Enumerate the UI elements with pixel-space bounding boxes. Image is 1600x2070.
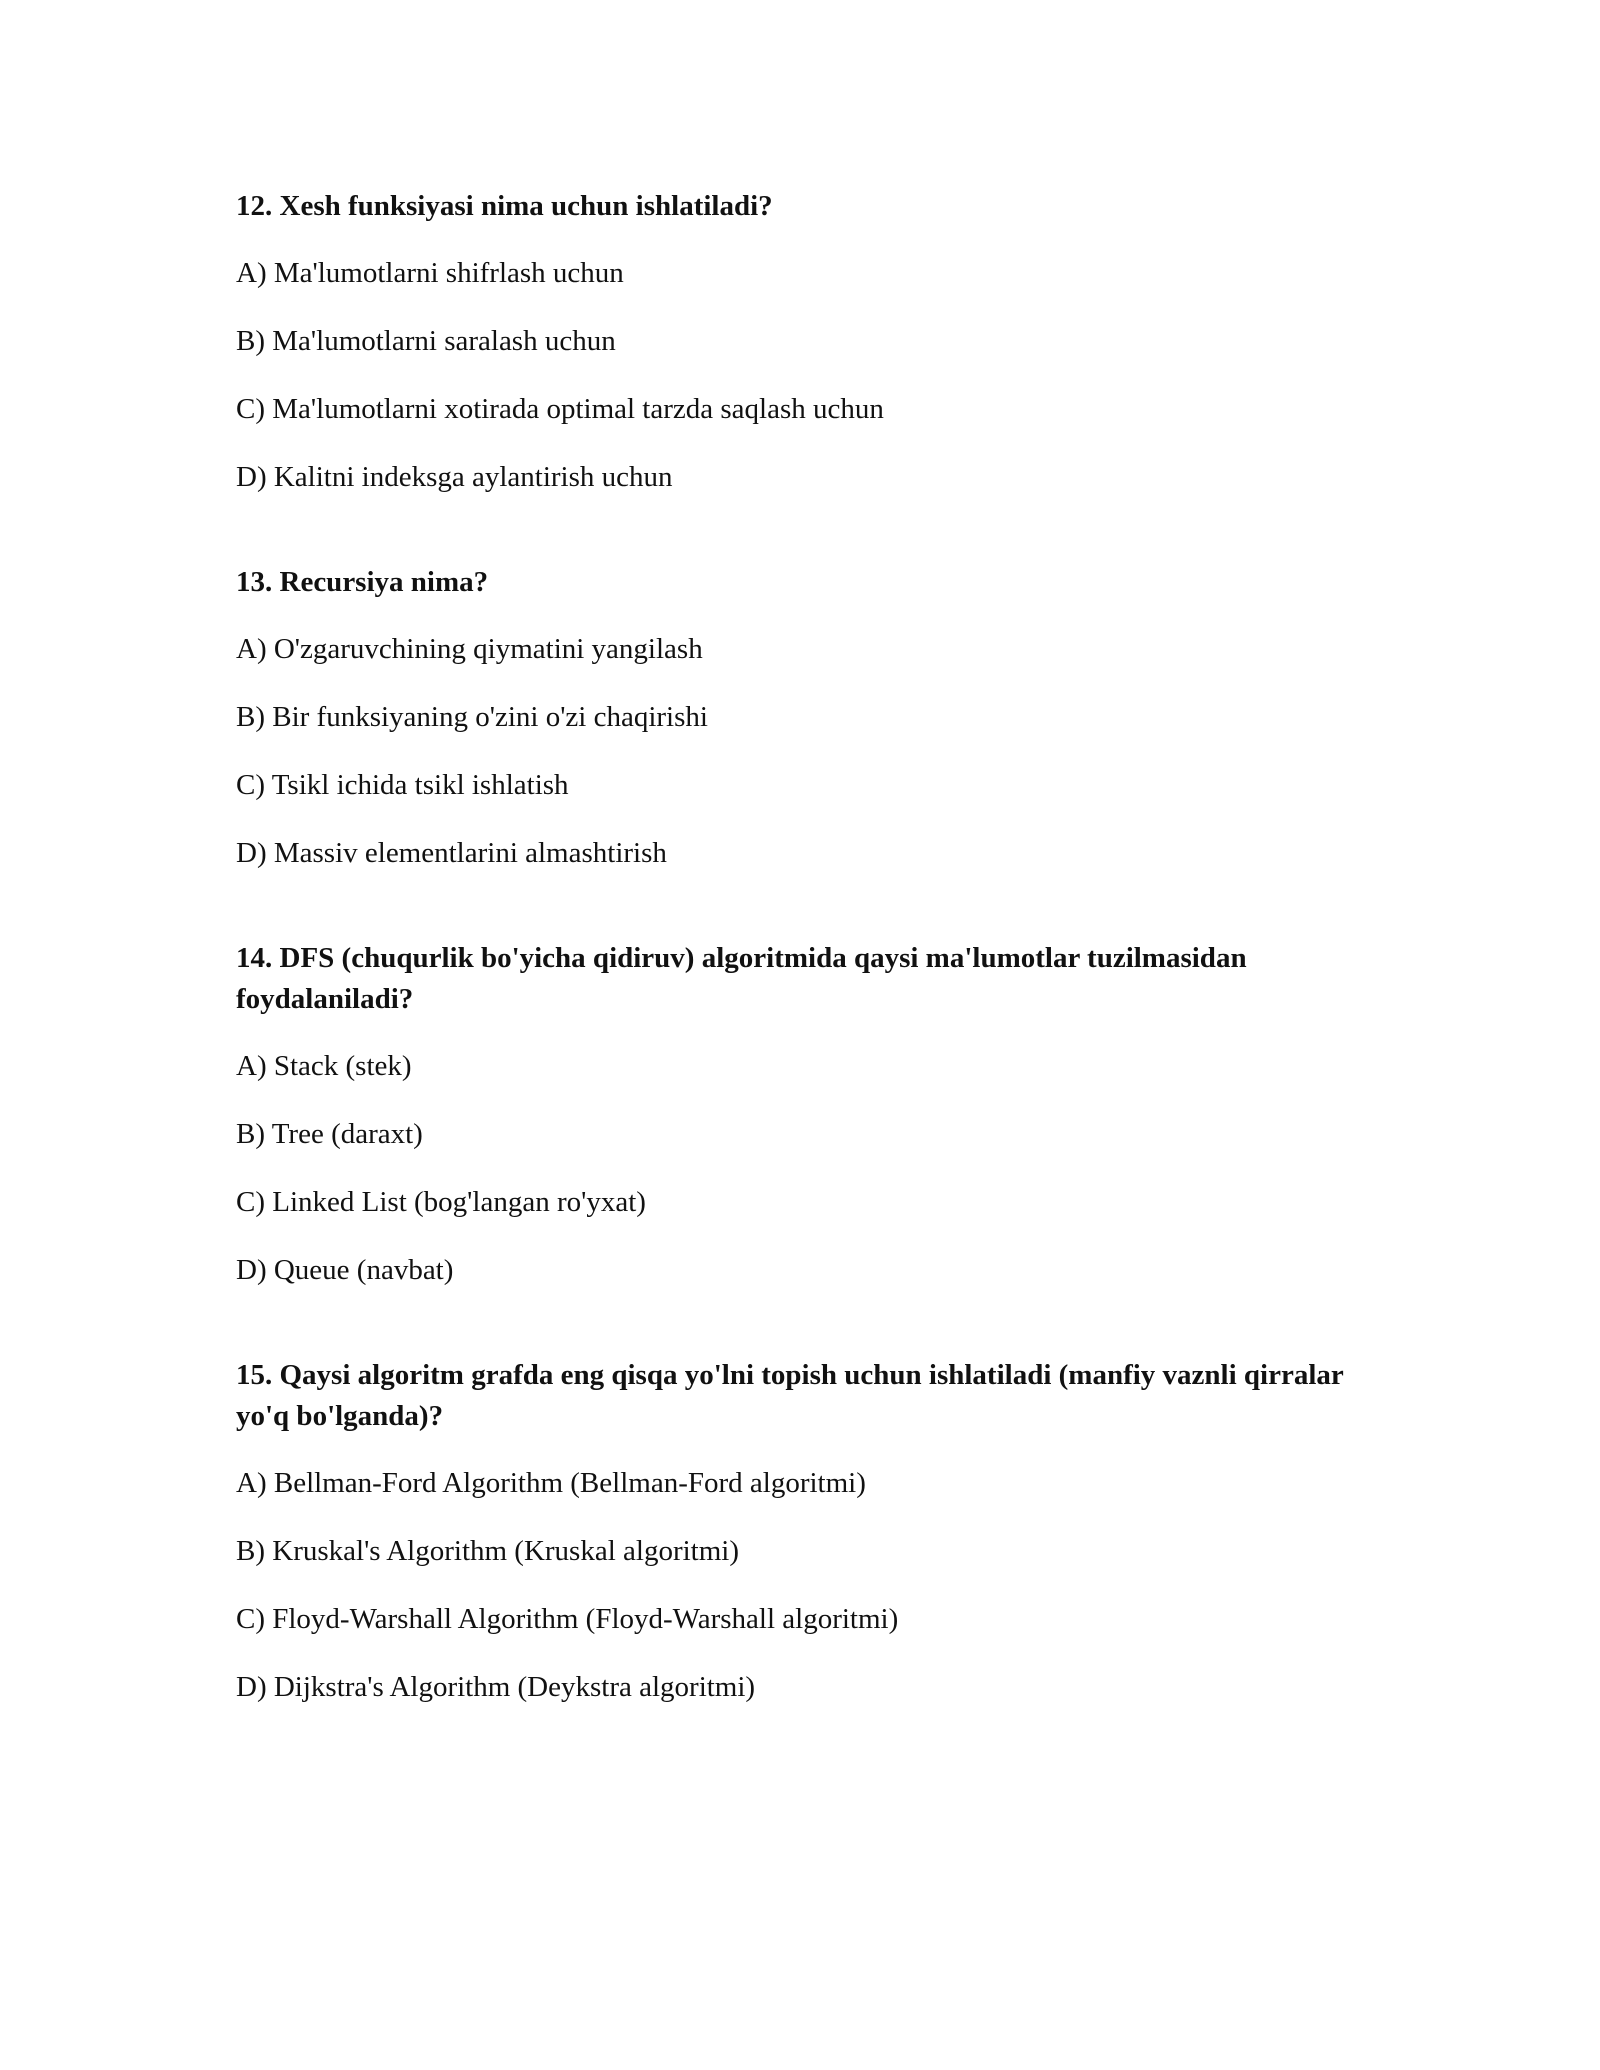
option-a: A) Stack (stek) <box>236 1050 412 1082</box>
question-14 <box>236 938 1376 1291</box>
option-a: A) Ma'lumotlarni shifrlash uchun <box>236 257 624 289</box>
option-c: C) Ma'lumotlarni xotirada optimal tarzda saqlash uchun <box>236 393 884 425</box>
option-a: A) O'zgaruvchining qiymatini yangilash <box>236 633 703 665</box>
question-text: 14. DFS (chuqurlik bo'yicha qidiruv) algoritmida qaysi ma'lumotlar tuzilmasidan foydalaniladi? <box>236 942 1247 1015</box>
question-13 <box>236 562 1376 874</box>
option-c: C) Floyd-Warshall Algorithm (Floyd-Warshall algoritmi) <box>236 1603 899 1635</box>
option-b: B) Bir funksiyaning o'zini o'zi chaqirishi <box>236 701 708 733</box>
question-text: 15. Qaysi algoritm grafda eng qisqa yo'lni topish uchun ishlatiladi (manfiy vaznli qirralar yo'q bo'lganda)? <box>236 1359 1344 1432</box>
option-c: C) Linked List (bog'langan ro'yxat) <box>236 1186 646 1218</box>
option-d: D) Massiv elementlarini almashtirish <box>236 837 667 869</box>
option-c: C) Tsikl ichida tsikl ishlatish <box>236 769 569 801</box>
option-d: D) Dijkstra's Algorithm (Deykstra algoritmi) <box>236 1671 756 1703</box>
option-a: A) Bellman-Ford Algorithm (Bellman-Ford algoritmi) <box>236 1467 866 1499</box>
option-d: D) Kalitni indeksga aylantirish uchun <box>236 461 673 493</box>
option-b: B) Tree (daraxt) <box>236 1118 423 1150</box>
option-b: B) Ma'lumotlarni saralash uchun <box>236 325 616 357</box>
question-12 <box>236 186 1376 498</box>
question-15 <box>236 1355 1376 1708</box>
option-b: B) Kruskal's Algorithm (Kruskal algoritmi) <box>236 1535 739 1567</box>
quiz-content <box>236 186 1376 1772</box>
question-text: 13. Recursiya nima? <box>236 566 489 598</box>
question-text: 12. Xesh funksiyasi nima uchun ishlatiladi? <box>236 190 773 222</box>
option-d: D) Queue (navbat) <box>236 1254 454 1286</box>
